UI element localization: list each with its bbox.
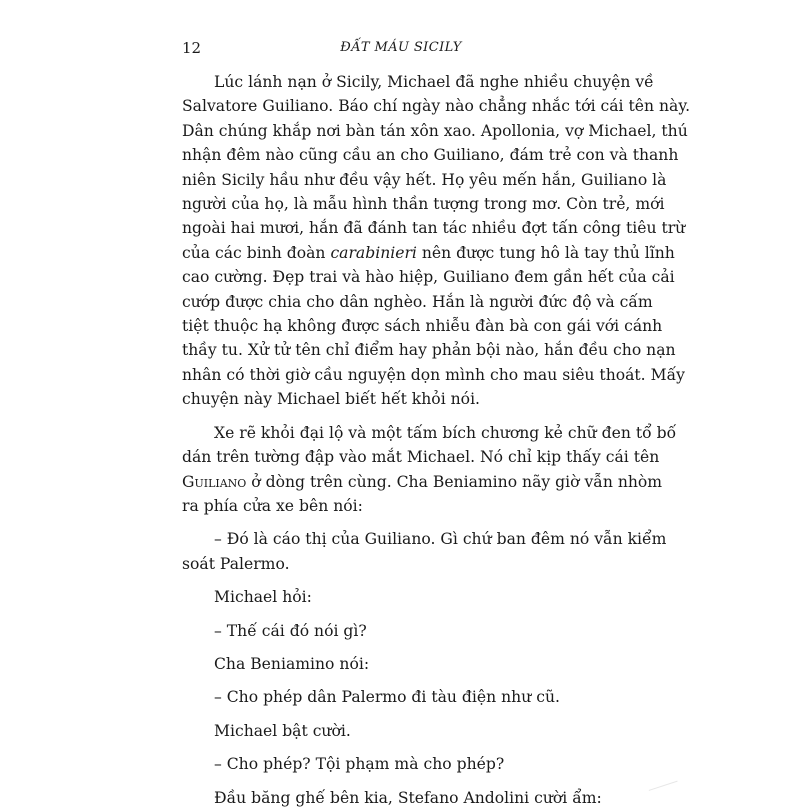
text-line: người của họ, là mẫu hình thần tượng trong mơ. Còn trẻ, mới	[182, 195, 665, 214]
text-line: Lúc lánh nạn ở Sicily, Michael đã nghe nhiều chuyện về	[214, 73, 654, 91]
body-text	[182, 70, 691, 810]
narration-line: Michael hỏi:	[214, 588, 312, 607]
text-line: – Đó là cáo thị của Guiliano. Gì chứ ban đêm nó vẫn kiểm	[214, 530, 667, 549]
text-segment: nên được tung hô là tay thủ lĩnh	[416, 243, 675, 262]
dialogue-line: – Cho phép dân Palermo đi tàu điện như cũ.	[214, 688, 560, 707]
text-line: cướp được chia cho dân nghèo. Hắn là người đức độ và cấm	[182, 292, 653, 311]
text-line: cao cường. Đẹp trai và hào hiệp, Guiliano đem gần hết của cải	[182, 268, 675, 287]
text-line	[182, 470, 663, 494]
text-segment: của các binh đoàn	[182, 243, 331, 262]
text-line: niên Sicily hầu như đều vậy hết. Họ yêu mến hắn, Guiliano là	[182, 170, 667, 189]
narration-line: Cha Beniamino nói:	[214, 654, 370, 673]
text-segment: ở dòng trên cùng. Cha Beniamino nãy giờ vẫn nhòm	[246, 472, 663, 491]
dialogue-line: – Cho phép? Tội phạm mà cho phép?	[214, 755, 505, 774]
text-line: Salvatore Guiliano. Báo chí ngày nào chẳng nhắc tới cái tên này.	[182, 97, 691, 116]
running-title: ĐẤT MÁU SICILY	[340, 40, 462, 55]
text-line	[182, 241, 675, 265]
narration-line: Michael bật cười.	[214, 721, 351, 740]
text-line: soát Palermo.	[182, 554, 290, 573]
smallcaps-name: Guiliano	[182, 472, 247, 491]
text-line: dán trên tường đập vào mắt Michael. Nó chỉ kịp thấy cái tên	[182, 448, 660, 467]
text-line: ra phía cửa xe bên nói:	[182, 496, 363, 515]
text-line: tiệt thuộc hạ không được sách nhiễu đàn bà con gái với cánh	[182, 317, 663, 336]
narration-line: Đầu băng ghế bên kia, Stefano Andolini cười ẩm:	[214, 788, 602, 807]
text-line: nhân có thời giờ cầu nguyện dọn mình cho mau siêu thoát. Mấy	[182, 365, 685, 384]
paragraph-2	[182, 421, 677, 519]
text-line: nhận đêm nào cũng cầu an cho Guiliano, đám trẻ con và thanh	[182, 146, 679, 165]
text-line: Xe rẽ khỏi đại lộ và một tấm bích chương kẻ chữ đen tổ bố	[214, 423, 677, 442]
page-number: 12	[182, 39, 202, 57]
text-line: ngoài hai mươi, hắn đã đánh tan tác nhiều đợt tấn công tiêu trừ	[182, 219, 686, 238]
text-line: chuyện này Michael biết hết khỏi nói.	[182, 390, 481, 409]
paragraph-1	[182, 70, 691, 412]
text-line: Dân chúng khắp nơi bàn tán xôn xao. Apollonia, vợ Michael, thú	[182, 121, 688, 140]
dialogue-1	[182, 527, 667, 576]
page-corner-mark	[649, 781, 682, 803]
italic-term: carabinieri	[330, 243, 417, 262]
page-header	[182, 36, 620, 60]
text-line: thầy tu. Xử tử tên chỉ điểm hay phản bội nào, hắn đều cho nạn	[182, 341, 676, 360]
dialogue-line: – Thế cái đó nói gì?	[214, 621, 367, 640]
